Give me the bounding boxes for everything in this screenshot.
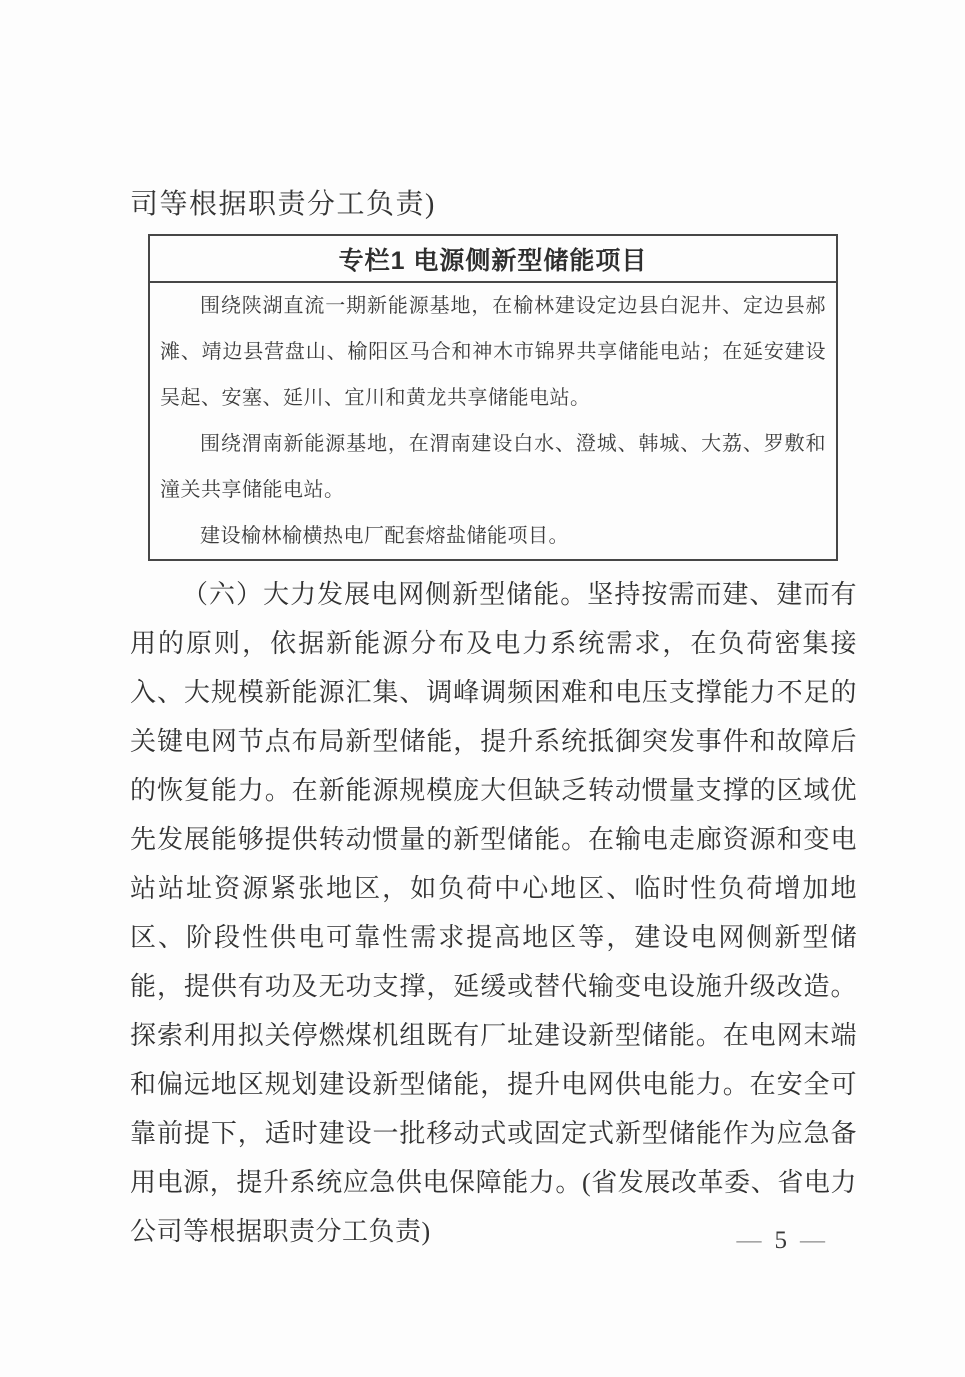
page-number-value: 5 [774,1227,787,1254]
callout-box-body [150,283,836,559]
leading-paragraph-fragment: 司等根据职责分工负责) [130,189,436,220]
body-paragraph-section-six: （六）大力发展电网侧新型储能。坚持按需而建、建而有用的原则，依据新能源分布及电力系统需求，在负荷密集接入、大规模新能源汇集、调峰调频困难和电压支撑能力不足的关键电网节点布局新型储能，提升系统抵御突发事件和故障后的恢复能力。在新能源规模庞大但缺乏转动惯量支撑的区域优先发展能够提供转动惯量的新型储能。在输电走廊资源和变电站站址资源紧张地区，如负荷中心地区、临时性负荷增加地区、阶段性供电可靠性需求提高地区等，建设电网侧新型储能，提供有功及无功支撑，延缓或替代输变电设施升级改造。探索利用拟关停燃煤机组既有厂址建设新型储能。在电网末端和偏远地区规划建设新型储能，提升电网供电能力。在安全可靠前提下，适时建设一批移动式或固定式新型储能作为应急备用电源，提升系统应急供电保障能力。(省发展改革委、省电力公司等根据职责分工负责) [130,580,857,1246]
callout-paragraph: 围绕渭南新能源基地，在渭南建设白水、澄城、韩城、大荔、罗敷和潼关共享储能电站。 [160,433,826,501]
page-number [737,1226,826,1256]
page-number-right-dash: — [800,1227,825,1254]
callout-paragraph: 围绕陕湖直流一期新能源基地，在榆林建设定边县白泥井、定边县郝滩、靖边县营盘山、榆阳区马合和神木市锦界共享储能电站；在延安建设吴起、安塞、延川、宜川和黄龙共享储能电站。 [160,295,826,409]
callout-box-title: 专栏1 电源侧新型储能项目 [338,246,648,275]
callout-paragraph: 建设榆林榆横热电厂配套熔盐储能项目。 [200,525,569,547]
callout-box-header [150,236,836,283]
callout-box [148,234,838,561]
page-number-left-dash: — [736,1227,762,1254]
